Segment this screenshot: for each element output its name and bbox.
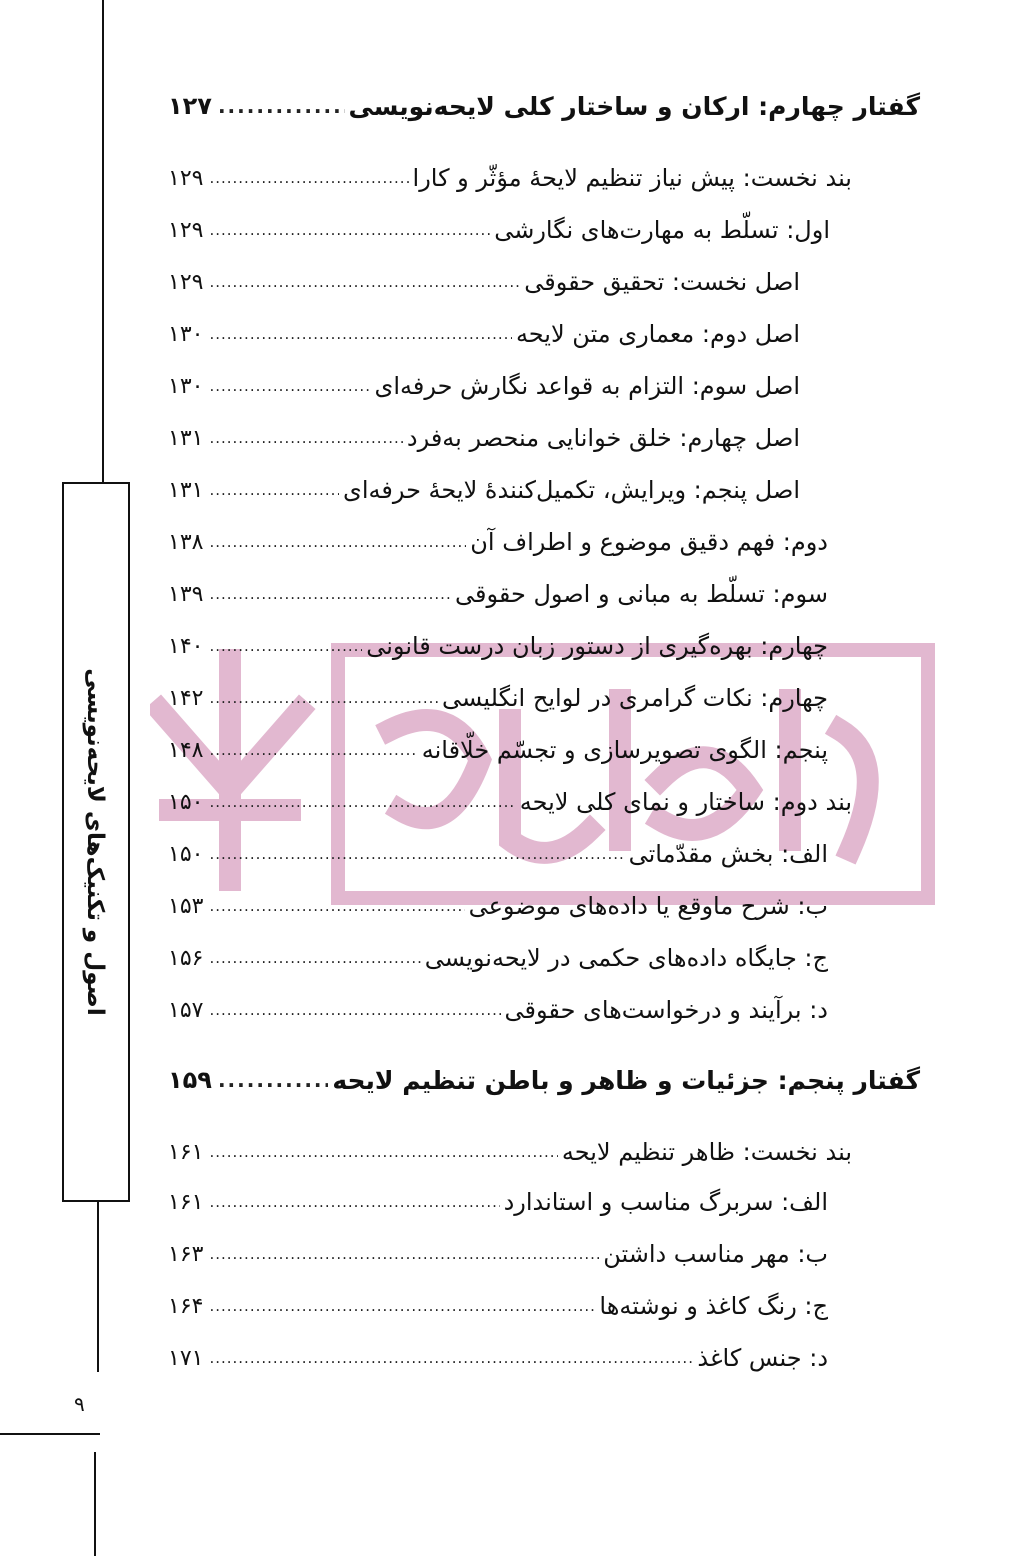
toc-page-number: ۱۷۱ <box>168 1345 204 1371</box>
toc-chapter-heading <box>168 86 920 126</box>
toc-title: چهارم: بهره‌گیری از دستور زبان درست قانونی <box>366 632 828 660</box>
toc-entry <box>168 886 828 926</box>
toc-page-number: ۱۳۰ <box>168 321 204 347</box>
toc-dot-leader <box>209 483 339 498</box>
toc-page-number: ۱۵۷ <box>168 997 204 1023</box>
toc-dot-leader <box>209 171 408 186</box>
toc-entry <box>168 1234 828 1274</box>
toc-dot-leader <box>209 899 464 914</box>
toc-dot-leader <box>209 639 362 654</box>
toc-dot-leader <box>209 1195 499 1210</box>
toc-entry <box>168 522 828 562</box>
toc-dot-leader <box>209 743 417 758</box>
toc-dot-leader <box>209 1247 599 1262</box>
toc-entry <box>168 158 852 198</box>
toc-entry <box>168 1338 828 1378</box>
toc-entry <box>168 418 800 458</box>
toc-page-number: ۱۶۱ <box>168 1139 204 1165</box>
toc-page-number: ۱۵۹ <box>168 1066 212 1094</box>
toc-entry <box>168 262 800 302</box>
toc-page-number: ۱۳۹ <box>168 581 204 607</box>
toc-page-number: ۱۴۲ <box>168 685 204 711</box>
toc-dot-leader <box>218 1070 328 1090</box>
toc-entry <box>168 1182 828 1222</box>
toc-page-number: ۱۲۹ <box>168 165 204 191</box>
toc-title: اصل نخست: تحقیق حقوقی <box>524 268 800 296</box>
toc-title: بند دوم: ساختار و نمای کلی لایحه <box>519 788 852 816</box>
toc-page-number: ۱۵۶ <box>168 945 204 971</box>
toc-dot-leader <box>209 1145 557 1160</box>
toc-dot-leader <box>209 327 511 342</box>
toc-title: گفتار چهارم: ارکان و ساختار کلی لایحه‌نویسی <box>348 91 920 121</box>
toc-page-number: ۱۶۴ <box>168 1293 204 1319</box>
toc-dot-leader <box>209 379 370 394</box>
toc-title: چهارم: نکات گرامری در لوایح انگلیسی <box>442 684 828 712</box>
toc-dot-leader <box>209 223 490 238</box>
book-title: اصول و تکنیک‌های لایحه‌نویسی <box>82 668 108 1016</box>
toc-page-number: ۱۵۰ <box>168 789 204 815</box>
toc-entry <box>168 834 828 874</box>
toc-title: اصل سوم: التزام به قواعد نگارش حرفه‌ای <box>374 372 800 400</box>
toc-title: الف: بخش مقدّماتی <box>628 840 828 868</box>
toc-title: گفتار پنجم: جزئیات و ظاهر و باطن تنظیم لایحه <box>332 1065 920 1095</box>
toc-page-number: ۱۴۰ <box>168 633 204 659</box>
toc-page-number: ۱۶۱ <box>168 1189 204 1215</box>
toc-title: دوم: فهم دقیق موضوع و اطراف آن <box>470 528 828 556</box>
toc-entry <box>168 314 800 354</box>
toc-title: اصل پنجم: ویرایش، تکمیل‌کنندهٔ لایحهٔ حرفه‌ای <box>343 476 800 504</box>
toc-page-number: ۱۲۷ <box>168 92 212 120</box>
toc-entry <box>168 366 800 406</box>
toc-entry <box>168 470 800 510</box>
toc-dot-leader <box>218 96 345 116</box>
toc-entry <box>168 210 830 250</box>
toc-title: سوم: تسلّط به مبانی و اصول حقوقی <box>454 580 828 608</box>
toc-dot-leader <box>209 587 451 602</box>
toc-title: الف: سربرگ مناسب و استاندارد <box>503 1188 828 1216</box>
toc-page-number: ۱۵۳ <box>168 893 204 919</box>
toc-title: اصل چهارم: خلق خوانایی منحصر به‌فرد <box>406 424 800 452</box>
toc-entry <box>168 1132 852 1172</box>
toc-entry <box>168 574 828 614</box>
toc-dot-leader <box>209 1351 693 1366</box>
toc-dot-leader <box>209 795 515 810</box>
toc-page-number: ۱۲۹ <box>168 269 204 295</box>
toc-title: د: جنس کاغذ <box>697 1344 828 1372</box>
toc-dot-leader <box>209 535 466 550</box>
toc-entry <box>168 938 828 978</box>
toc-title: اول: تسلّط به مهارت‌های نگارشی <box>494 216 830 244</box>
toc-chapter-heading <box>168 1060 920 1100</box>
toc-page-number: ۱۳۱ <box>168 425 204 451</box>
page-number: ۹ <box>74 1392 85 1416</box>
toc-entry <box>168 730 828 770</box>
toc-dot-leader <box>209 1003 500 1018</box>
toc-dot-leader <box>209 431 402 446</box>
toc-title: ب: مهر مناسب داشتن <box>603 1240 828 1268</box>
toc-title: اصل دوم: معماری متن لایحه <box>515 320 800 348</box>
toc-entry <box>168 1286 828 1326</box>
toc-title: ب: شرح ماوقع یا داده‌های موضوعی <box>468 892 828 920</box>
toc-entry <box>168 626 828 666</box>
toc-title: پنجم: الگوی تصویرسازی و تجسّم خلّاقانه <box>421 736 828 764</box>
toc-title: بند نخست: پیش نیاز تنظیم لایحهٔ مؤثّر و کارا <box>412 164 852 192</box>
toc-title: د: برآیند و درخواست‌های حقوقی <box>504 996 828 1024</box>
toc-title: بند نخست: ظاهر تنظیم لایحه <box>561 1138 852 1166</box>
toc-entry <box>168 990 828 1030</box>
toc-dot-leader <box>209 275 520 290</box>
toc-page-number: ۱۳۰ <box>168 373 204 399</box>
toc-dot-leader <box>209 847 624 862</box>
toc-page-number: ۱۳۱ <box>168 477 204 503</box>
toc-title: ج: جایگاه داده‌های حکمی در لایحه‌نویسی <box>424 944 828 972</box>
toc-page-number: ۱۲۹ <box>168 217 204 243</box>
toc-entry <box>168 678 828 718</box>
toc-page-number: ۱۶۳ <box>168 1241 204 1267</box>
toc-dot-leader <box>209 691 438 706</box>
toc-page-number: ۱۳۸ <box>168 529 204 555</box>
toc-page-number: ۱۴۸ <box>168 737 204 763</box>
toc-title: ج: رنگ کاغذ و نوشته‌ها <box>599 1292 828 1320</box>
toc-page-number: ۱۵۰ <box>168 841 204 867</box>
toc-dot-leader <box>209 951 420 966</box>
toc-entry <box>168 782 852 822</box>
toc-dot-leader <box>209 1299 595 1314</box>
